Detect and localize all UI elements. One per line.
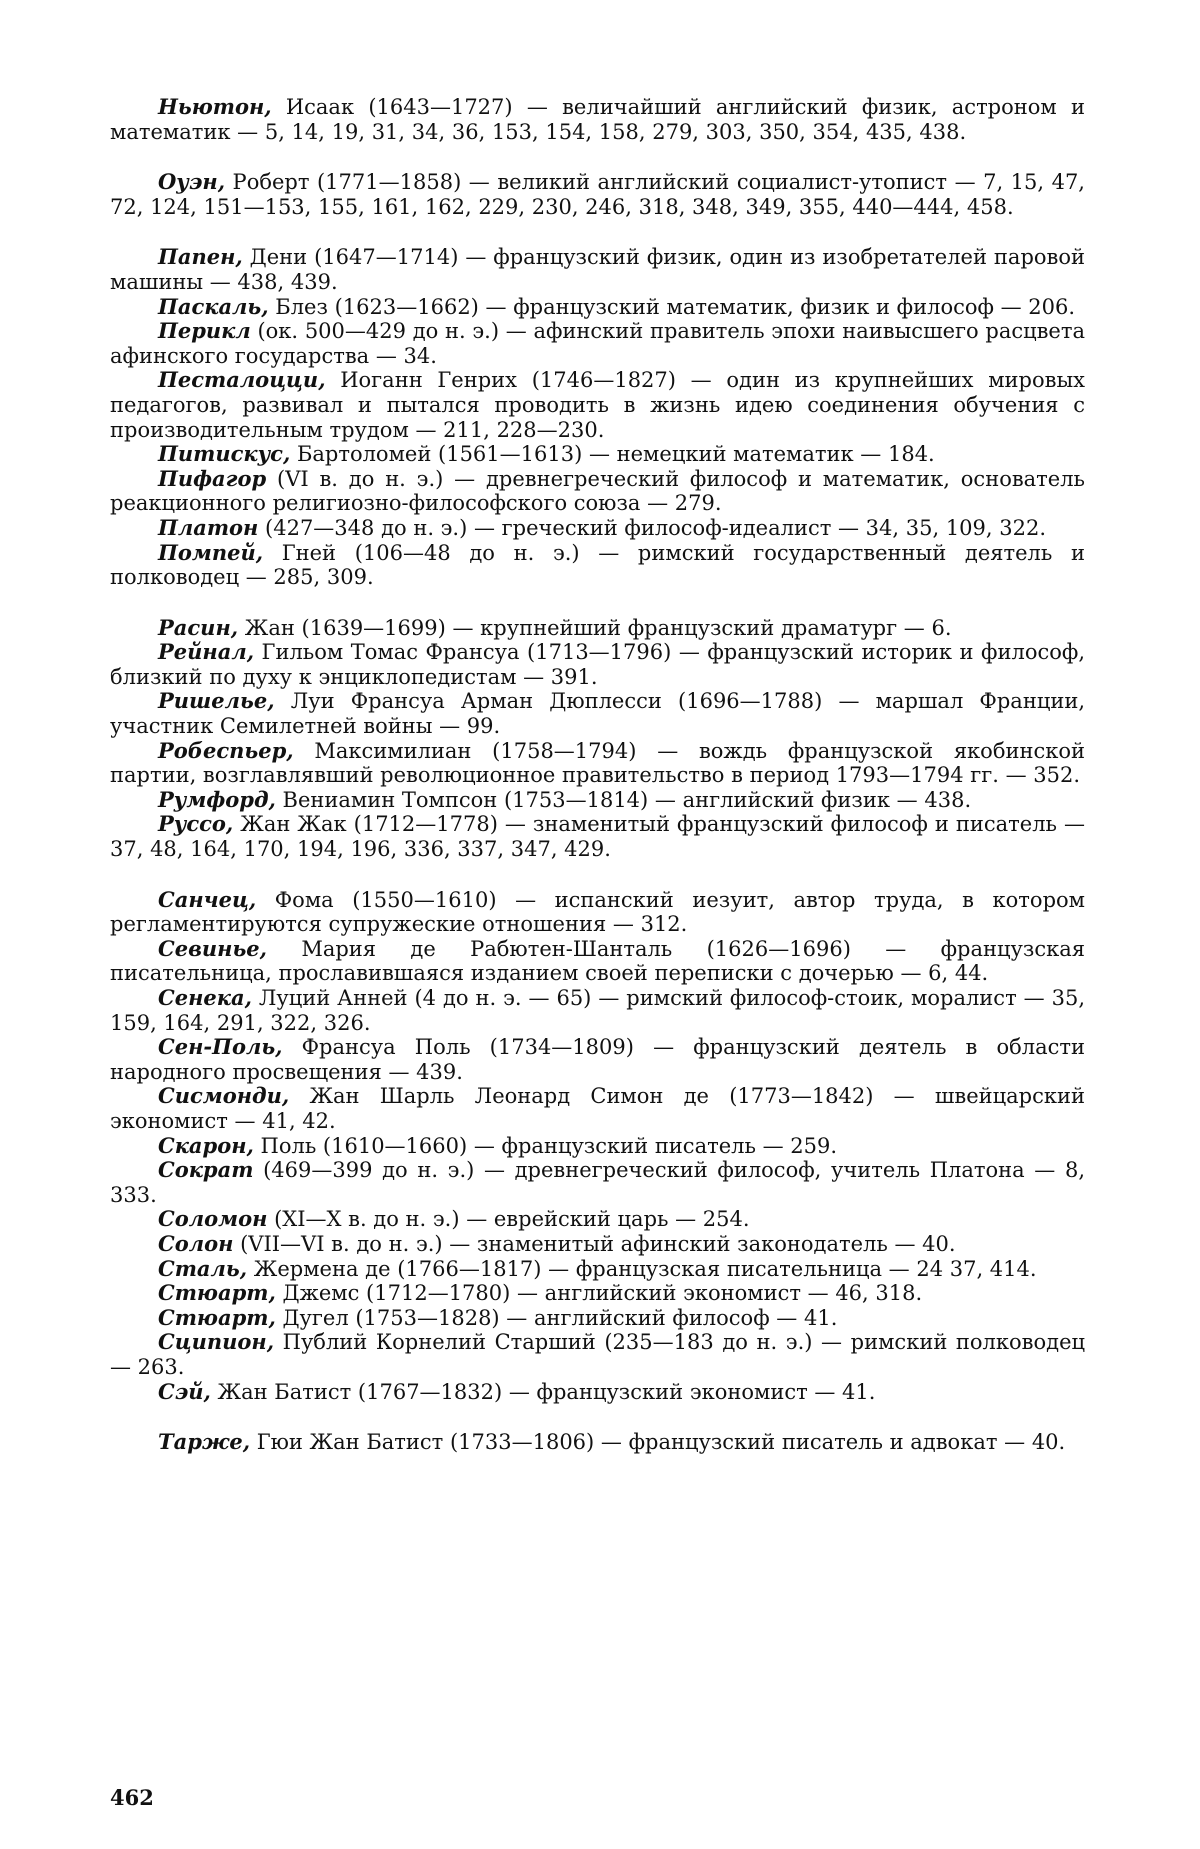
entry-description: Исаак (1643—1727) — величайший английский физик, астроном и математик — 5, 14, 19, 31, 34, 36, 153, 154, 158, 279, 303, 350, 354, 435, 438. [110,95,1085,144]
entry-name: Папен, [158,244,243,270]
index-entry [110,442,1085,467]
entry-name: Стюарт, [158,1304,276,1330]
index-entry [110,689,1085,738]
entry-description: Жермена де (1766—1817) — французская писательница — 24 37, 414. [247,1256,1037,1281]
index-entry [110,295,1085,320]
entry-name: Помпей, [158,539,264,565]
entry-name: Робеспьер, [158,737,294,763]
index-entry [110,986,1085,1035]
entry-description: Жан (1639—1699) — крупнейший французский драматург — 6. [238,615,952,640]
entry-name: Сэй, [158,1378,211,1404]
entry-name: Ньютон, [158,94,272,119]
entry-description: Луций Анней (4 до н. э. — 65) — римский философ-стоик, моралист — 35, 159, 164, 291, 322, 326. [110,986,1085,1035]
entry-name: Пифагор [158,465,267,491]
index-entry [110,1306,1085,1331]
entry-name: Румфорд, [158,786,276,812]
index-entry [110,812,1085,861]
entry-description: Гильом Томас Франсуа (1713—1796) — французский историк и философ, близкий по духу к энциклопедистам — 391. [110,640,1085,689]
index-entry [110,1207,1085,1232]
entry-name: Расин, [158,614,239,640]
entry-name: Сен-Поль, [158,1034,283,1060]
index-entry [110,1035,1085,1084]
entry-description: Джемс (1712—1780) — английский экономист — 46, 318. [275,1281,923,1306]
index-entry [110,640,1085,689]
entry-name: Стюарт, [158,1280,276,1306]
index-entry [110,95,1085,144]
entry-name: Песталоцци, [158,367,326,393]
index-entry [110,319,1085,368]
entry-description: Роберт (1771—1858) — великий английский социалист-утопист — 7, 15, 47, 72, 124, 151—153, 155, 161, 162, 229, 230, 246, 318, 348, 349, 355, 440—444, 458. [110,170,1085,219]
index-entry [110,937,1085,986]
entry-description: Жан Жак (1712—1778) — знаменитый французский философ и писатель — 37, 48, 164, 170, 194, 196, 336, 337, 347, 429. [110,812,1085,862]
index-page [110,95,1085,1481]
entry-name: Перикл [158,318,251,344]
index-entry [110,170,1085,219]
entry-name: Севинье, [158,935,267,961]
entry-description: Фома (1550—1610) — испанский иезуит, автор труда, в котором регламентируются супружеские отношения — 312. [110,887,1085,937]
index-entry [110,1257,1085,1282]
index-entry [110,788,1085,813]
entry-description: Мария де Рабютен-Шанталь (1626—1696) — французская писательница, прославившаяся изданием своей переписки с дочерью — 6, 44. [110,936,1085,986]
entry-name: Сократ [158,1157,254,1183]
entry-description: (469—399 до н. э.) — древнегреческий философ, учитель Платона — 8, 333. [110,1158,1085,1207]
index-entry [110,541,1085,590]
page-number: 462 [110,1785,154,1810]
index-section [110,245,1085,589]
entry-name: Ришелье, [158,688,275,714]
index-entry [110,1430,1085,1455]
entry-description: Жан Батист (1767—1832) — французский экономист — 41. [210,1379,876,1404]
entry-description: Дугел (1753—1828) — английский философ — 41. [275,1305,838,1330]
index-entry [110,888,1085,937]
entry-name: Тарже, [158,1429,251,1455]
index-entry [110,1281,1085,1306]
entry-description: Публий Корнелий Старший (235—183 до н. э.) — римский полководец — 263. [110,1330,1085,1379]
entry-name: Оуэн, [158,169,226,195]
index-entry [110,1134,1085,1159]
entry-description: (ок. 500—429 до н. э.) — афинский правитель эпохи наивысшего расцвета афинского государства — 34. [110,319,1085,368]
entry-name: Солон [158,1230,234,1256]
index-entry [110,739,1085,788]
index-entry [110,245,1085,294]
entry-description: Гней (106—48 до н. э.) — римский государственный деятель и полководец — 285, 309. [110,540,1085,590]
entry-description: Гюи Жан Батист (1733—1806) — французский писатель и адвокат — 40. [250,1430,1066,1455]
entry-description: Франсуа Поль (1734—1809) — французский деятель в области народного просвещения — 439. [110,1035,1085,1084]
entry-description: Бартоломей (1561—1613) — немецкий математик — 184. [290,442,935,467]
entry-name: Соломон [158,1206,268,1232]
entry-description: Максимилиан (1758—1794) — вождь французской якобинской партии, возглавлявший революционное правительство в период 1793—1794 гг. — 352. [110,738,1085,788]
index-entry [110,467,1085,516]
entry-name: Сталь, [158,1255,248,1281]
entry-description: Блез (1623—1662) — французский математик, физик и философ — 206. [268,294,1076,319]
entry-name: Сисмонди, [158,1083,290,1109]
entry-name: Сципион, [158,1329,275,1355]
entry-name: Паскаль, [158,293,269,319]
entry-description: Дени (1647—1714) — французский физик, один из изобретателей паровой машины — 438, 439. [110,245,1085,294]
entry-name: Рейнал, [158,639,255,665]
index-entry [110,1158,1085,1207]
entry-name: Питискус, [158,441,291,467]
index-entry [110,616,1085,641]
index-section [110,170,1085,219]
entry-description: (XI—X в. до н. э.) — еврейский царь — 254. [267,1207,750,1232]
entry-description: Вениамин Томпсон (1753—1814) — английский физик — 438. [275,787,972,812]
entry-name: Скарон, [158,1132,254,1158]
entry-description: Луи Франсуа Арман Дюплесси (1696—1788) — маршал Франции, участник Семилетней войны — 99. [110,689,1085,739]
entry-description: (427—348 до н. э.) — греческий философ-идеалист — 34, 35, 109, 322. [258,515,1047,540]
index-section [110,888,1085,1404]
entry-name: Санчец, [158,886,257,912]
index-entry [110,1380,1085,1405]
entry-description: Иоганн Генрих (1746—1827) — один из крупнейших мировых педагогов, развивал и пытался проводить в жизнь идею соединения обучения с производительным трудом — 211, 228—230. [110,368,1085,442]
index-section [110,1430,1085,1455]
entry-description: (VII—VI в. до н. э.) — знаменитый афинский законодатель — 40. [233,1231,956,1256]
entry-name: Сенека, [158,985,252,1010]
index-entry [110,368,1085,442]
entry-description: (VI в. до н. э.) — древнегреческий философ и математик, основатель реакционного религиозно-философского союза — 279. [110,466,1085,516]
entry-name: Платон [158,514,259,540]
index-entry [110,1232,1085,1257]
entry-description: Поль (1610—1660) — французский писатель — 259. [253,1133,838,1158]
entry-name: Руссо, [158,811,234,837]
entry-description: Жан Шарль Леонард Симон де (1773—1842) — швейцарский экономист — 41, 42. [110,1084,1085,1133]
index-entry [110,1330,1085,1379]
index-section [110,616,1085,862]
index-entry [110,516,1085,541]
index-section [110,95,1085,144]
index-entry [110,1084,1085,1133]
